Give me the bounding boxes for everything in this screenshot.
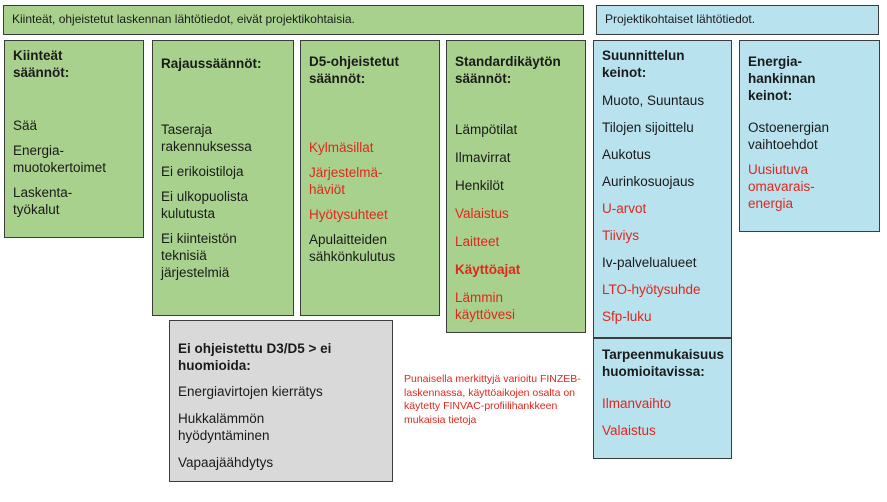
- standard-use-rules-item: Valaistus: [455, 206, 509, 221]
- standard-use-rules-item: Lämpötilat: [455, 122, 518, 137]
- standard-use-rules-box: [446, 40, 586, 333]
- demand-based-box: [593, 338, 732, 459]
- standard-use-rules-item: Henkilöt: [455, 178, 504, 193]
- not-guided-box: [169, 320, 393, 482]
- boundary-rules-item: Taseraja rakennuksessa: [161, 122, 252, 154]
- red-items-note: Punaisella merkittyjä varioitu FINZEB-laskennassa, käyttöaikojen osalta on käytetty FINVAC-profiilihankkeen mukaisia tietoja: [404, 373, 581, 426]
- standard-use-rules-list: [455, 121, 581, 323]
- boundary-rules-box: [152, 40, 294, 316]
- design-means-item: Tiiviys: [602, 228, 639, 243]
- d5-rules-title: D5-ohjeistetut säännöt:: [309, 54, 400, 86]
- not-guided-list: [178, 383, 388, 471]
- design-means-list: [602, 92, 727, 325]
- boundary-rules-item: Ei ulkopuolista kulutusta: [161, 189, 249, 221]
- design-means-item: Muoto, Suuntaus: [602, 93, 705, 108]
- d5-rules-list: [309, 139, 435, 265]
- design-means-item: LTO-hyötysuhde: [602, 282, 701, 297]
- standard-use-rules-item: Ilmavirrat: [455, 150, 511, 165]
- design-means-item: Aurinkosuojaus: [602, 174, 695, 189]
- fixed-rules-box: [4, 40, 144, 238]
- design-means-item: U-arvot: [602, 201, 647, 216]
- standard-use-rules-item: Lämmin käyttövesi: [455, 290, 516, 322]
- d5-rules-item: Kylmäsillat: [309, 140, 374, 155]
- design-means-item: Tilojen sijoittelu: [602, 120, 694, 135]
- fixed-rules-title: Kiinteät säännöt:: [13, 48, 70, 80]
- standard-use-rules-item: Laitteet: [455, 234, 500, 249]
- energy-procurement-list: [748, 119, 875, 212]
- boundary-rules-list: [161, 121, 289, 281]
- design-means-item: Aukotus: [602, 147, 651, 162]
- not-guided-item: Hukkalämmön hyödyntäminen: [178, 411, 270, 443]
- fixed-rules-item: Laskenta-työkalut: [13, 185, 73, 217]
- fixed-rules-item: Sää: [13, 118, 38, 133]
- not-guided-title: Ei ohjeistettu D3/D5 > ei huomioida:: [178, 341, 332, 373]
- demand-based-item: Ilmanvaihto: [602, 396, 672, 411]
- project-inputs-banner-text: Projektikohtaiset lähtötiedot.: [605, 12, 756, 26]
- fixed-rules-list: [13, 117, 139, 218]
- design-means-box: [593, 40, 732, 338]
- d5-rules-box: [300, 40, 440, 316]
- fixed-rules-item: Energia-muotokertoimet: [13, 143, 107, 175]
- design-means-item: Sfp-luku: [602, 309, 652, 324]
- not-guided-item: Vapaajäähdytys: [178, 455, 274, 470]
- boundary-rules-item: Ei kiinteistön teknisiä järjestelmiä: [161, 231, 237, 280]
- demand-based-list: [602, 395, 727, 439]
- not-guided-item: Energiavirtojen kierrätys: [178, 384, 323, 399]
- standard-use-rules-item: Käyttöajat: [455, 262, 521, 277]
- d5-rules-item: Apulaitteiden sähkönkulutus: [309, 232, 396, 264]
- energy-procurement-item: Uusiutuva omavarais-energia: [748, 162, 815, 211]
- design-means-title: Suunnittelun keinot:: [602, 48, 685, 80]
- demand-based-item: Valaistus: [602, 423, 656, 438]
- energy-procurement-title: Energia-hankinnan keinot:: [748, 54, 816, 103]
- standard-use-rules-title: Standardikäytön säännöt:: [455, 54, 561, 86]
- d5-rules-item: Hyötysuhteet: [309, 207, 388, 222]
- fixed-inputs-banner-text: Kiinteät, ohjeistetut laskennan lähtötiedot, eivät projektikohtaisia.: [12, 12, 355, 26]
- energy-procurement-box: [739, 40, 880, 232]
- boundary-rules-item: Ei erikoistiloja: [161, 164, 244, 179]
- demand-based-title: Tarpeenmukaisuus huomioitavissa:: [602, 347, 725, 379]
- d5-rules-item: Järjestelmä-häviöt: [309, 165, 383, 197]
- fixed-inputs-banner: [3, 5, 584, 35]
- boundary-rules-title: Rajaussäännöt:: [161, 56, 262, 71]
- energy-procurement-item: Ostoenergian vaihtoehdot: [748, 120, 830, 152]
- project-inputs-banner: [596, 5, 879, 35]
- design-means-item: Iv-palvelualueet: [602, 255, 697, 270]
